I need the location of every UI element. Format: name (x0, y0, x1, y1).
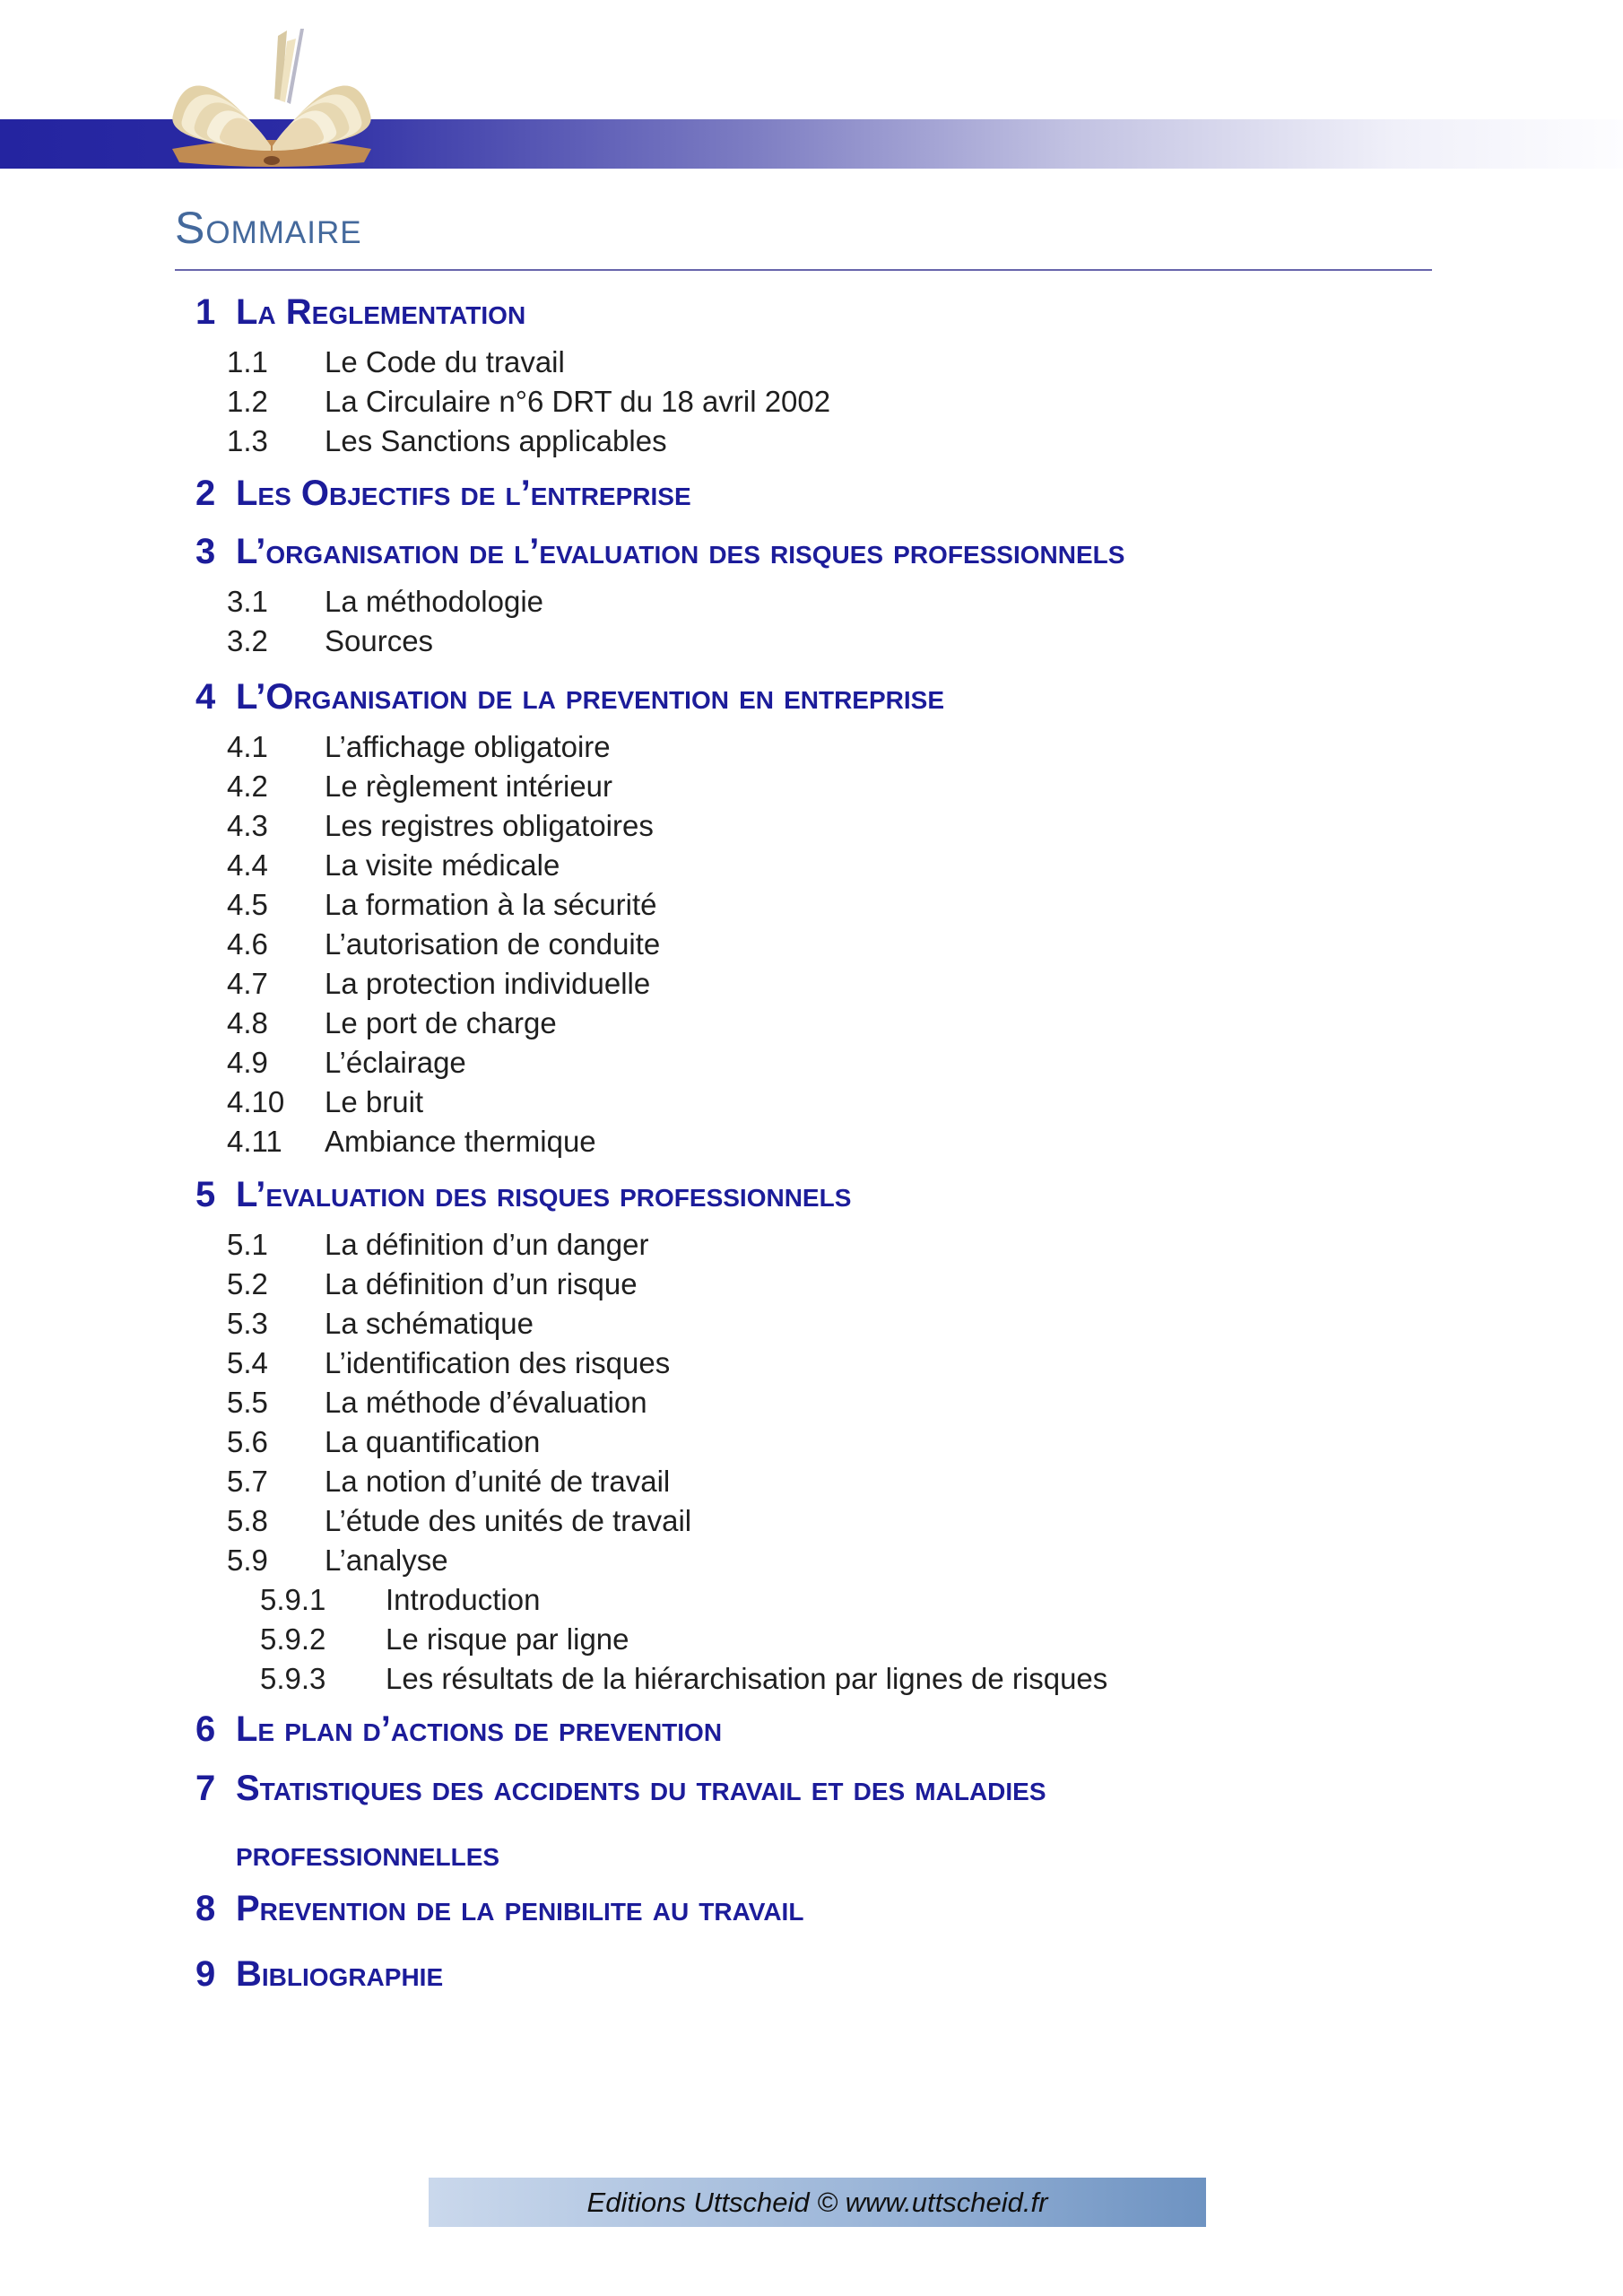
entry-number: 5.2 (227, 1267, 268, 1300)
entry-title: Introduction (386, 1583, 541, 1616)
toc-entry-4-4 (0, 846, 1623, 885)
toc-section-6 (0, 1706, 1623, 1752)
entry-number: 4.6 (227, 927, 268, 961)
toc-entry-4-8 (0, 1004, 1623, 1043)
entry-number: 4.1 (227, 730, 268, 763)
toc-section-7 (0, 1765, 1623, 1812)
entry-number: 5.4 (227, 1346, 268, 1379)
toc-entry-3-1 (0, 582, 1623, 622)
entry-title: La notion d’unité de travail (325, 1465, 671, 1498)
toc-entry-3-2 (0, 622, 1623, 661)
toc-section-8 (0, 1885, 1623, 1932)
toc-entry-4-5 (0, 885, 1623, 925)
toc-entry-4-10 (0, 1083, 1623, 1122)
section-title: Le plan d’actions de prevention (236, 1709, 723, 1749)
toc-entry-4-1 (0, 727, 1623, 767)
toc-entry-4-2 (0, 767, 1623, 806)
entry-title: L’éclairage (325, 1046, 466, 1079)
entry-title: Les Sanctions applicables (325, 424, 667, 457)
entry-title: L’analyse (325, 1544, 448, 1577)
section-title: La Reglementation (236, 292, 526, 332)
toc-entry-4-6 (0, 925, 1623, 964)
toc-entry-4-9 (0, 1043, 1623, 1083)
entry-title: Le port de charge (325, 1006, 557, 1039)
entry-title: Ambiance thermique (325, 1125, 596, 1158)
entry-title: La protection individuelle (325, 967, 651, 1000)
page-title: Sommaire (175, 203, 362, 253)
entry-number: 5.5 (227, 1386, 268, 1419)
toc-section-2 (0, 470, 1623, 517)
entry-number: 5.8 (227, 1504, 268, 1537)
entry-title: Sources (325, 624, 434, 657)
toc-entry-4-11 (0, 1122, 1623, 1161)
footer-banner (429, 2178, 1206, 2227)
toc-entry-1-1 (0, 343, 1623, 382)
toc-entry-5-6 (0, 1422, 1623, 1462)
toc-section-5 (0, 1171, 1623, 1218)
toc-entry-4-7 (0, 964, 1623, 1004)
entry-number: 4.8 (227, 1006, 268, 1039)
entry-number: 4.9 (227, 1046, 268, 1079)
toc-section-9 (0, 1951, 1623, 1997)
toc-entry-1-2 (0, 382, 1623, 422)
toc-entry-5-9-1 (0, 1580, 1623, 1620)
entry-title: Les résultats de la hiérarchisation par lignes de risques (386, 1662, 1108, 1695)
section-title: Prevention de la penibilite au travail (236, 1889, 804, 1928)
section-title: Les Objectifs de l’entreprise (236, 474, 691, 513)
entry-title: L’étude des unités de travail (325, 1504, 692, 1537)
section-title: L’Organisation de la prevention en entreprise (236, 677, 945, 717)
toc-entry-5-9-3 (0, 1659, 1623, 1699)
section-title: Bibliographie (236, 1954, 444, 1994)
toc-entry-5-3 (0, 1304, 1623, 1344)
entry-title: La méthode d’évaluation (325, 1386, 647, 1419)
entry-number: 4.4 (227, 848, 268, 882)
entry-title: La Circulaire n°6 DRT du 18 avril 2002 (325, 385, 831, 418)
title-underline (175, 269, 1432, 271)
entry-number: 3.2 (227, 624, 268, 657)
toc-entry-5-2 (0, 1265, 1623, 1304)
entry-title: L’affichage obligatoire (325, 730, 611, 763)
entry-title: La définition d’un risque (325, 1267, 638, 1300)
entry-number: 5.3 (227, 1307, 268, 1340)
entry-title: Les registres obligatoires (325, 809, 654, 842)
entry-number: 5.9.3 (260, 1662, 326, 1695)
entry-number: 3.1 (227, 585, 268, 618)
entry-number: 5.6 (227, 1425, 268, 1458)
section-number: 8 (195, 1889, 216, 1928)
entry-title: Le risque par ligne (386, 1622, 629, 1656)
toc-entry-5-1 (0, 1225, 1623, 1265)
entry-number: 5.9 (227, 1544, 268, 1577)
section-number: 9 (195, 1954, 216, 1994)
toc-entry-5-9-2 (0, 1620, 1623, 1659)
entry-title: L’identification des risques (325, 1346, 671, 1379)
entry-number: 5.9.1 (260, 1583, 326, 1616)
toc-entry-5-8 (0, 1501, 1623, 1541)
footer-text: Editions Uttscheid © www.uttscheid.fr (586, 2186, 1048, 2218)
toc-entry-4-3 (0, 806, 1623, 846)
section-number: 2 (195, 474, 216, 513)
entry-title: L’autorisation de conduite (325, 927, 661, 961)
entry-number: 1.1 (227, 345, 268, 378)
entry-title: La formation à la sécurité (325, 888, 657, 921)
section-number: 7 (195, 1769, 216, 1808)
toc-entry-5-7 (0, 1462, 1623, 1501)
section-number: 5 (195, 1175, 216, 1214)
section-number: 6 (195, 1709, 216, 1749)
section-number: 4 (195, 677, 216, 717)
toc-section-1 (0, 289, 1623, 335)
section-title: L’evaluation des risques professionnels (236, 1175, 852, 1214)
entry-title: La schématique (325, 1307, 534, 1340)
entry-number: 4.11 (227, 1125, 282, 1158)
section-title: Statistiques des accidents du travail et des maladies (236, 1769, 1046, 1808)
entry-number: 4.5 (227, 888, 268, 921)
entry-number: 4.2 (227, 770, 268, 803)
entry-number: 5.1 (227, 1228, 268, 1261)
entry-number: 5.9.2 (260, 1622, 326, 1656)
entry-number: 5.7 (227, 1465, 268, 1498)
entry-title: La quantification (325, 1425, 541, 1458)
entry-number: 4.7 (227, 967, 268, 1000)
section-title: L’organisation de l’evaluation des risques professionnels (236, 532, 1125, 571)
toc-entry-5-9 (0, 1541, 1623, 1580)
entry-title: La visite médicale (325, 848, 560, 882)
toc-entry-5-5 (0, 1383, 1623, 1422)
toc-entry-1-3 (0, 422, 1623, 461)
entry-title: Le règlement intérieur (325, 770, 613, 803)
entry-title: Le Code du travail (325, 345, 565, 378)
entry-number: 1.2 (227, 385, 268, 418)
section-number: 3 (195, 532, 216, 571)
toc-section-3 (0, 528, 1623, 575)
section-number: 1 (195, 292, 216, 332)
entry-title: La définition d’un danger (325, 1228, 649, 1261)
entry-title: La méthodologie (325, 585, 544, 618)
toc-section-7-line2: professionnelles (236, 1834, 500, 1874)
entry-number: 4.10 (227, 1085, 285, 1118)
entry-number: 4.3 (227, 809, 268, 842)
entry-number: 1.3 (227, 424, 268, 457)
toc-entry-5-4 (0, 1344, 1623, 1383)
entry-title: Le bruit (325, 1085, 424, 1118)
toc-section-4 (0, 674, 1623, 720)
